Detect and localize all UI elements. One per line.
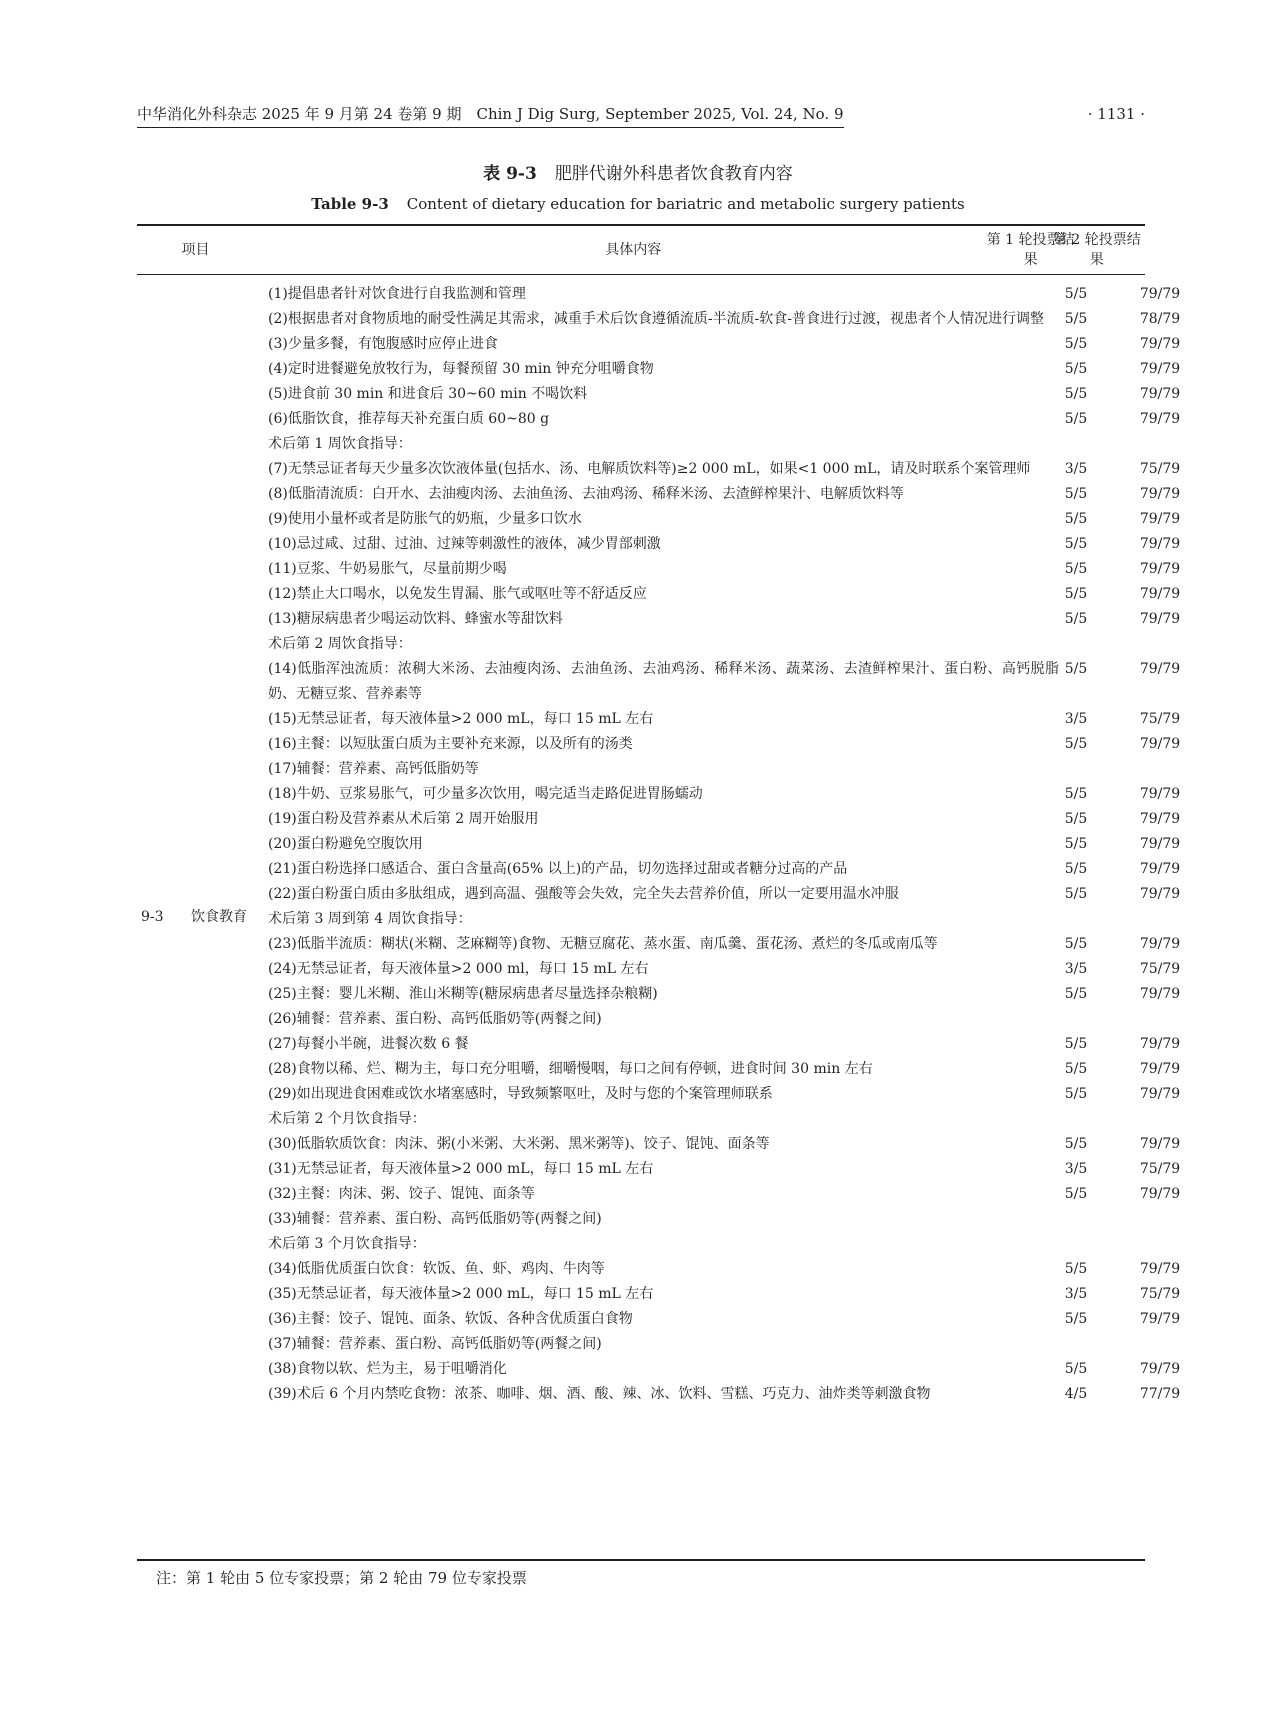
table-row xyxy=(268,357,1181,382)
row-round2-result: 79/79 xyxy=(1139,336,1181,352)
table-row xyxy=(268,407,1181,432)
row-content: (34)低脂优质蛋白饮食：软饭、鱼、虾、鸡肉、牛肉等 xyxy=(268,1261,605,1277)
table-row xyxy=(268,1357,1181,1382)
journal-citation: 中华消化外科杂志 2025 年 9 月第 24 卷第 9 期 Chin J Dig Surg, September 2025, Vol. 24, No. 9 xyxy=(137,104,844,128)
table-row xyxy=(268,482,1181,507)
row-content: (7)无禁忌证者每天少量多次饮液体量(包括水、汤、电解质饮料等)≥2 000 mL，如果<1 000 mL，请及时联系个案管理师 xyxy=(268,461,1031,477)
row-round1-result: 3/5 xyxy=(1064,711,1088,727)
row-round2-result: 75/79 xyxy=(1139,711,1181,727)
table-row xyxy=(268,582,1181,607)
table-row xyxy=(268,532,1181,557)
row-round1-result: 5/5 xyxy=(1064,1311,1088,1327)
item-cell xyxy=(141,275,247,1559)
row-round2-result: 75/79 xyxy=(1139,1161,1181,1177)
table-label-zh: 表 9-3 xyxy=(483,164,537,184)
table-row xyxy=(268,632,1145,657)
row-round2-result: 79/79 xyxy=(1139,1186,1181,1202)
table-row xyxy=(268,382,1181,407)
table-row xyxy=(268,932,1181,957)
row-content: (5)进食前 30 min 和进食后 30~60 min 不喝饮料 xyxy=(268,386,588,402)
table-row xyxy=(268,907,1145,932)
table-title-en xyxy=(0,194,1276,214)
row-round2-result: 79/79 xyxy=(1139,611,1181,627)
row-content: (23)低脂半流质：糊状(米糊、芝麻糊等)食物、无糖豆腐花、蒸水蛋、南瓜羹、蛋花汤、煮烂的冬瓜或南瓜等 xyxy=(268,936,938,952)
row-content: (11)豆浆、牛奶易胀气，尽量前期少喝 xyxy=(268,561,507,577)
table-row xyxy=(268,507,1181,532)
row-round2-result: 79/79 xyxy=(1139,886,1181,902)
row-round2-result: 79/79 xyxy=(1139,936,1181,952)
table-row xyxy=(268,1057,1181,1082)
row-round2-result: 79/79 xyxy=(1139,411,1181,427)
table-row xyxy=(268,757,1145,782)
row-round1-result: 5/5 xyxy=(1064,936,1088,952)
row-round1-result: 5/5 xyxy=(1064,486,1088,502)
row-round1-result: 5/5 xyxy=(1064,1061,1088,1077)
row-round1-result: 4/5 xyxy=(1064,1386,1088,1402)
row-round2-result: 79/79 xyxy=(1139,1261,1181,1277)
row-round2-result: 79/79 xyxy=(1139,511,1181,527)
row-round2-result: 79/79 xyxy=(1139,586,1181,602)
row-round2-result: 79/79 xyxy=(1139,1061,1181,1077)
row-round2-result: 75/79 xyxy=(1139,1286,1181,1302)
row-round1-result: 5/5 xyxy=(1064,1261,1088,1277)
row-round1-result: 5/5 xyxy=(1064,811,1088,827)
row-round2-result: 79/79 xyxy=(1139,361,1181,377)
row-content: (16)主餐：以短肽蛋白质为主要补充来源，以及所有的汤类 xyxy=(268,736,633,752)
row-content: (2)根据患者对食物质地的耐受性满足其需求，减重手术后饮食遵循流质-半流质-软食-普食进行过渡，视患者个人情况进行调整 xyxy=(268,311,1045,327)
row-round2-result: 79/79 xyxy=(1139,1086,1181,1102)
row-content: (31)无禁忌证者，每天液体量>2 000 mL，每口 15 mL 左右 xyxy=(268,1161,654,1177)
column-header-content: 具体内容 xyxy=(605,242,662,258)
row-round1-result: 5/5 xyxy=(1064,886,1088,902)
row-round2-result: 79/79 xyxy=(1139,986,1181,1002)
row-content: (19)蛋白粉及营养素从术后第 2 周开始服用 xyxy=(268,811,539,827)
row-round1-result: 5/5 xyxy=(1064,1136,1088,1152)
row-round2-result: 75/79 xyxy=(1139,461,1181,477)
table-row xyxy=(268,657,1181,707)
running-header xyxy=(137,104,1145,128)
row-content: (27)每餐小半碗，进餐次数 6 餐 xyxy=(268,1036,469,1052)
row-content: (30)低脂软质饮食：肉沫、粥(小米粥、大米粥、黑米粥等)、饺子、馄饨、面条等 xyxy=(268,1136,770,1152)
table-row xyxy=(268,1032,1181,1057)
page-number: · 1131 · xyxy=(1087,105,1145,123)
row-round1-result: 5/5 xyxy=(1064,986,1088,1002)
column-header-item: 项目 xyxy=(181,242,210,258)
row-content: (14)低脂浑浊流质：浓稠大米汤、去油瘦肉汤、去油鱼汤、去油鸡汤、稀释米汤、蔬菜汤、去渣鲜榨果汁、蛋白粉、高钙脱脂奶、无糖豆浆、营养素等 xyxy=(268,661,1059,702)
row-content: (22)蛋白粉蛋白质由多肽组成，遇到高温、强酸等会失效，完全失去营养价值，所以一定要用温水冲服 xyxy=(268,886,899,902)
row-content: 术后第 2 周饮食指导： xyxy=(268,636,412,652)
column-header-round1: 第 1 轮投票结果 xyxy=(986,232,1075,268)
row-round1-result: 3/5 xyxy=(1064,461,1088,477)
table-row xyxy=(268,1007,1145,1032)
row-round1-result: 5/5 xyxy=(1064,386,1088,402)
row-content: (17)辅餐：营养素、高钙低脂奶等 xyxy=(268,761,479,777)
table-row xyxy=(268,1182,1181,1207)
row-content: (20)蛋白粉避免空腹饮用 xyxy=(268,836,423,852)
table-row xyxy=(268,1232,1145,1257)
row-content: (29)如出现进食困难或饮水堵塞感时，导致频繁呕吐，及时与您的个案管理师联系 xyxy=(268,1086,773,1102)
row-content: (35)无禁忌证者，每天液体量>2 000 mL，每口 15 mL 左右 xyxy=(268,1286,654,1302)
row-round1-result: 5/5 xyxy=(1064,286,1088,302)
row-round1-result: 3/5 xyxy=(1064,961,1088,977)
row-round1-result: 5/5 xyxy=(1064,861,1088,877)
row-round1-result: 5/5 xyxy=(1064,411,1088,427)
table-row xyxy=(268,1082,1181,1107)
row-content: (38)食物以软、烂为主，易于咀嚼消化 xyxy=(268,1361,507,1377)
row-content: (8)低脂清流质：白开水、去油瘦肉汤、去油鱼汤、去油鸡汤、稀释米汤、去渣鲜榨果汁、电解质饮料等 xyxy=(268,486,904,502)
row-round1-result: 5/5 xyxy=(1064,561,1088,577)
row-round2-result: 79/79 xyxy=(1139,536,1181,552)
row-round1-result: 5/5 xyxy=(1064,1186,1088,1202)
table-caption-zh: 肥胖代谢外科患者饮食教育内容 xyxy=(554,164,793,184)
row-round1-result: 5/5 xyxy=(1064,536,1088,552)
row-content: (15)无禁忌证者，每天液体量>2 000 mL，每口 15 mL 左右 xyxy=(268,711,654,727)
row-round1-result: 5/5 xyxy=(1064,361,1088,377)
table-row xyxy=(268,1332,1145,1357)
row-content: (25)主餐：婴儿米糊、淮山米糊等(糖尿病患者尽量选择杂粮糊) xyxy=(268,986,658,1002)
row-round2-result: 79/79 xyxy=(1139,811,1181,827)
table-row xyxy=(268,607,1181,632)
row-content: (1)提倡患者针对饮食进行自我监测和管理 xyxy=(268,286,526,302)
row-round1-result: 5/5 xyxy=(1064,736,1088,752)
row-round2-result: 79/79 xyxy=(1139,1361,1181,1377)
row-round2-result: 79/79 xyxy=(1139,736,1181,752)
table-label-en: Table 9-3 xyxy=(311,195,389,213)
table-row xyxy=(268,457,1181,482)
row-round1-result: 3/5 xyxy=(1064,1161,1088,1177)
row-round1-result: 5/5 xyxy=(1064,1086,1088,1102)
table-row xyxy=(268,882,1181,907)
row-round2-result: 75/79 xyxy=(1139,961,1181,977)
row-round1-result: 5/5 xyxy=(1064,836,1088,852)
row-content: (3)少量多餐，有饱腹感时应停止进食 xyxy=(268,336,498,352)
table-rows xyxy=(268,282,1181,1407)
row-round2-result: 79/79 xyxy=(1139,1036,1181,1052)
row-content: (33)辅餐：营养素、蛋白粉、高钙低脂奶等(两餐之间) xyxy=(268,1211,602,1227)
table-row xyxy=(268,557,1181,582)
row-round2-result: 79/79 xyxy=(1139,486,1181,502)
table-body xyxy=(137,275,1181,1559)
column-header-round2: 第 2 轮投票结果 xyxy=(1052,232,1141,268)
item-name: 饮食教育 xyxy=(191,909,247,925)
row-round1-result: 5/5 xyxy=(1064,661,1088,677)
row-content: (28)食物以稀、烂、糊为主，每口充分咀嚼，细嚼慢咽，每口之间有停顿，进食时间 30 min 左右 xyxy=(268,1061,873,1077)
table-row xyxy=(268,432,1145,457)
table-title-zh xyxy=(0,163,1276,185)
table-row xyxy=(268,307,1181,332)
row-round2-result: 79/79 xyxy=(1139,836,1181,852)
row-round2-result: 77/79 xyxy=(1139,1386,1181,1402)
row-content: 术后第 2 个月饮食指导： xyxy=(268,1111,426,1127)
table-row xyxy=(268,1157,1181,1182)
row-content: (21)蛋白粉选择口感适合、蛋白含量高(65% 以上)的产品，切勿选择过甜或者糖分过高的产品 xyxy=(268,861,848,877)
row-content: (9)使用小量杯或者是防胀气的奶瓶，少量多口饮水 xyxy=(268,511,582,527)
table-row xyxy=(268,957,1181,982)
row-content: 术后第 1 周饮食指导： xyxy=(268,436,412,452)
table-row xyxy=(268,732,1181,757)
row-content: 术后第 3 个月饮食指导： xyxy=(268,1236,426,1252)
row-content: (10)忌过咸、过甜、过油、过辣等刺激性的液体，减少胃部刺激 xyxy=(268,536,661,552)
row-round1-result: 5/5 xyxy=(1064,1361,1088,1377)
table-row xyxy=(268,832,1181,857)
row-content: (24)无禁忌证者，每天液体量>2 000 ml，每口 15 mL 左右 xyxy=(268,961,649,977)
row-round2-result: 79/79 xyxy=(1139,1136,1181,1152)
table-row xyxy=(268,282,1181,307)
row-round2-result: 79/79 xyxy=(1139,286,1181,302)
table-row xyxy=(268,1257,1181,1282)
row-content: 术后第 3 周到第 4 周饮食指导： xyxy=(268,911,472,927)
row-round2-result: 79/79 xyxy=(1139,561,1181,577)
row-content: (13)糖尿病患者少喝运动饮料、蜂蜜水等甜饮料 xyxy=(268,611,563,627)
row-content: (32)主餐：肉沫、粥、饺子、馄饨、面条等 xyxy=(268,1186,535,1202)
row-content: (18)牛奶、豆浆易胀气，可少量多次饮用，喝完适当走路促进胃肠蠕动 xyxy=(268,786,703,802)
row-round1-result: 3/5 xyxy=(1064,1286,1088,1302)
row-round2-result: 79/79 xyxy=(1139,661,1181,677)
diet-education-table xyxy=(137,224,1181,1561)
row-round1-result: 5/5 xyxy=(1064,311,1088,327)
row-round2-result: 78/79 xyxy=(1139,311,1181,327)
row-content: (26)辅餐：营养素、蛋白粉、高钙低脂奶等(两餐之间) xyxy=(268,1011,602,1027)
row-content: (4)定时进餐避免放牧行为，每餐预留 30 min 钟充分咀嚼食物 xyxy=(268,361,654,377)
row-round1-result: 5/5 xyxy=(1064,1036,1088,1052)
table-header-row xyxy=(137,226,1145,275)
row-content: (12)禁止大口喝水，以免发生胃漏、胀气或呕吐等不舒适反应 xyxy=(268,586,647,602)
table-row xyxy=(268,782,1181,807)
row-round1-result: 5/5 xyxy=(1064,786,1088,802)
table-row xyxy=(268,332,1181,357)
table-caption-en: Content of dietary education for bariatric and metabolic surgery patients xyxy=(406,195,965,213)
table-row xyxy=(268,982,1181,1007)
row-round1-result: 5/5 xyxy=(1064,511,1088,527)
table-row xyxy=(268,1382,1181,1407)
table-row xyxy=(268,857,1181,882)
item-id: 9-3 xyxy=(141,909,164,925)
row-round2-result: 79/79 xyxy=(1139,1311,1181,1327)
row-round2-result: 79/79 xyxy=(1139,786,1181,802)
table-row xyxy=(268,707,1181,732)
row-round1-result: 5/5 xyxy=(1064,586,1088,602)
table-row xyxy=(268,1207,1145,1232)
row-content: (6)低脂饮食，推荐每天补充蛋白质 60~80 g xyxy=(268,411,550,427)
row-content: (36)主餐：饺子、馄饨、面条、软饭、各种含优质蛋白食物 xyxy=(268,1311,633,1327)
row-round2-result: 79/79 xyxy=(1139,861,1181,877)
row-round2-result: 79/79 xyxy=(1139,386,1181,402)
row-round1-result: 5/5 xyxy=(1064,336,1088,352)
row-content: (37)辅餐：营养素、蛋白粉、高钙低脂奶等(两餐之间) xyxy=(268,1336,602,1352)
table-row xyxy=(268,1132,1181,1157)
table-row xyxy=(268,807,1181,832)
table-footnote: 注：第 1 轮由 5 位专家投票；第 2 轮由 79 位专家投票 xyxy=(156,1569,527,1587)
row-round1-result: 5/5 xyxy=(1064,611,1088,627)
table-row xyxy=(268,1107,1145,1132)
row-content: (39)术后 6 个月内禁吃食物：浓茶、咖啡、烟、酒、酸、辣、冰、饮料、雪糕、巧克力、油炸类等刺激食物 xyxy=(268,1386,931,1402)
table-row xyxy=(268,1307,1181,1332)
table-row xyxy=(268,1282,1181,1307)
